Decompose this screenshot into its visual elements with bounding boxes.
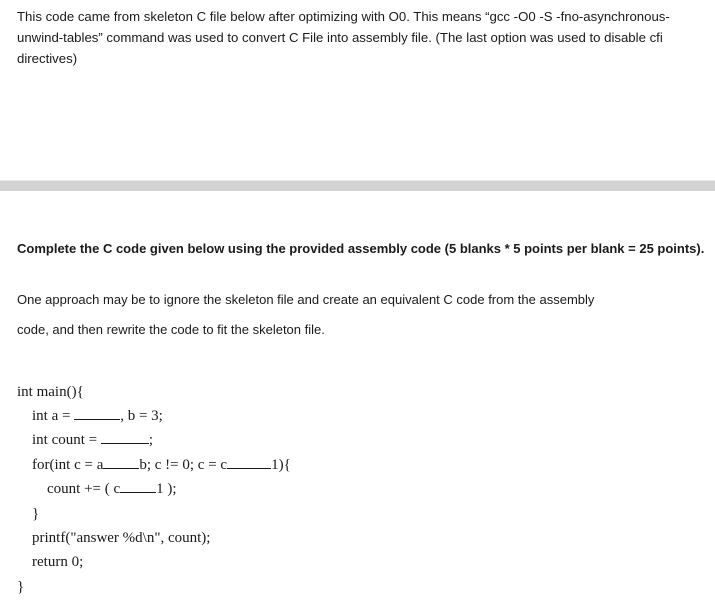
- code-text: for(int c = a: [32, 457, 104, 473]
- code-text: int main(){: [17, 384, 84, 400]
- blank-1: [74, 405, 120, 420]
- intro-paragraph: This code came from skeleton C file below after optimizing with O0. This means “gcc -O0 -S -fno-asynchronous-unwind-tables” command was used to convert C File into assembly file. (The last option was used to disable cfi directives): [17, 9, 670, 66]
- code-line-count-add: [17, 477, 177, 501]
- code-line-int-count: [17, 428, 153, 452]
- question-heading: Complete the C code given below using the provided assembly code (5 blanks * 5 points per blank = 25 points).: [17, 241, 705, 256]
- code-text: 1){: [271, 457, 291, 473]
- code-text: }: [32, 506, 40, 522]
- approach-line-2: code, and then rewrite the code to fit the skeleton file.: [17, 322, 325, 337]
- code-line-int-a: [17, 404, 163, 428]
- code-text: b; c != 0; c = c: [139, 457, 228, 473]
- code-text: printf("answer %d\n", count);: [32, 530, 211, 546]
- code-text: count += ( c: [47, 481, 121, 497]
- code-line-main-close: [17, 575, 24, 599]
- code-text: ;: [148, 432, 154, 448]
- code-line-printf: [17, 526, 210, 550]
- code-text: , b = 3;: [120, 408, 163, 424]
- code-line-main: [17, 380, 84, 404]
- blank-3: [103, 454, 139, 469]
- code-text: int count =: [32, 432, 101, 448]
- section-divider: [0, 180, 715, 191]
- code-text: }: [17, 579, 25, 595]
- code-line-for-loop: [17, 453, 291, 477]
- code-line-return: [17, 550, 83, 574]
- blank-4: [227, 454, 271, 469]
- code-text: int a =: [32, 408, 75, 424]
- blank-2: [101, 429, 149, 444]
- blank-5: [120, 478, 156, 493]
- code-text: return 0;: [32, 554, 84, 570]
- code-line-for-close: [17, 502, 39, 526]
- approach-line-1: One approach may be to ignore the skeleton file and create an equivalent C code from the assembly: [17, 292, 595, 307]
- code-text: 1 );: [156, 481, 177, 497]
